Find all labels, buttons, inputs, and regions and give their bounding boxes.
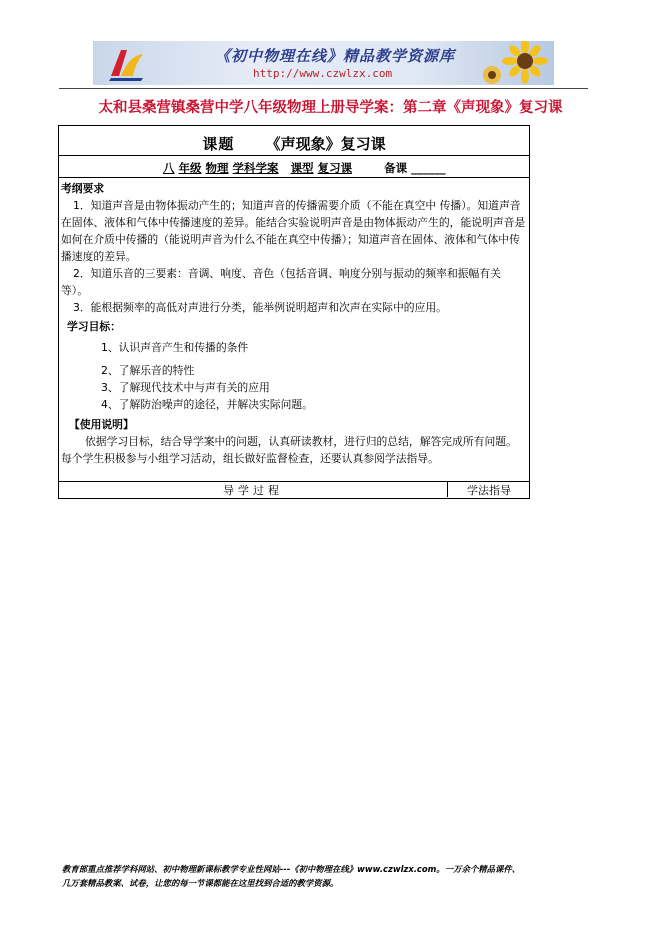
goals-heading: 学习目标： xyxy=(67,320,121,333)
prep-label: 备课 xyxy=(384,161,408,175)
usage-paragraph: 依据学习目标，结合导学案中的问题，认真研读教材，进行归的总结，解答完成所有问题。 xyxy=(85,435,517,448)
banner-url[interactable]: http://www.czwlzx.com xyxy=(253,67,393,80)
table-row-divider xyxy=(58,155,530,156)
requirement-item: 1．知道声音是由物体振动产生的；知道声音的传播需要介质（不能在真空中 传播）。知道声音在固体、液体和气体中传播速度的差异。能结合实验说明声音是由物体振动产生的，能说明声音是如何在介质中传播的（能说明声音为什么不能在真空中传播）；知道声音在固体、液体和气体中传 播速度的差异。 xyxy=(61,199,526,263)
grade-value: 八 xyxy=(163,161,175,175)
usage-heading: 【使用说明】 xyxy=(69,418,134,431)
grade-suffix: 年级 xyxy=(178,161,202,175)
banner-title: 《初中物理在线》精品教学资源库 xyxy=(215,47,456,65)
subject-suffix: 学科学案 xyxy=(232,161,279,175)
course-title xyxy=(58,133,530,154)
lesson-content xyxy=(61,180,526,467)
prep-blank: ______ xyxy=(411,161,446,175)
requirements-heading: 考纲要求 xyxy=(61,182,105,195)
sunflower-icon xyxy=(480,41,550,85)
goal-item: 2、了解乐音的特性 xyxy=(101,364,195,377)
course-subheader xyxy=(163,160,446,176)
type-value: 复习课 xyxy=(317,161,353,175)
document-title: 太和县桑营镇桑营中学八年级物理上册导学案：第二章《声现象》复习课 xyxy=(98,99,563,116)
page-footer xyxy=(62,862,602,890)
requirement-item: 2．知道乐音的三要素：音调、响度、音色（包括音调、响度分别与振动的频率和振幅有关等）。 xyxy=(61,267,501,297)
site-logo-icon xyxy=(107,46,147,82)
requirement-item: 3．能根据频率的高低对声进行分类，能举例说明超声和次声在实际中的应用。 xyxy=(73,301,447,314)
usage-paragraph: 每个学生积极参与小组学习活动，组长做好监督检查，还要认真参阅学法指导。 xyxy=(61,452,439,465)
footer-line: 几万套精品教案、试卷，让您的每一节课都能在这里找到合适的教学资源。 xyxy=(62,878,339,888)
header-divider xyxy=(59,88,588,89)
course-name: 《声现象》复习课 xyxy=(265,135,386,153)
type-label: 课型 xyxy=(290,161,314,175)
subject-value: 物理 xyxy=(205,161,229,175)
goal-item: 4、了解防治噪声的途径，并解决实际问题。 xyxy=(101,398,314,411)
goal-item: 1、认识声音产生和传播的条件 xyxy=(101,341,249,354)
process-column-header: 导学过程 xyxy=(223,484,283,497)
course-label: 课题 xyxy=(202,135,235,153)
header-banner xyxy=(93,41,554,85)
method-column-header: 学法指导 xyxy=(467,484,511,497)
table-row-divider xyxy=(58,177,530,178)
footer-line: 教育部重点推荐学科网站、初中物理新课标教学专业性网站---《初中物理在线》www.czwlzx.com。一万余个精品课件、 xyxy=(62,864,521,874)
goal-item: 3、了解现代技术中与声有关的应用 xyxy=(101,381,270,394)
